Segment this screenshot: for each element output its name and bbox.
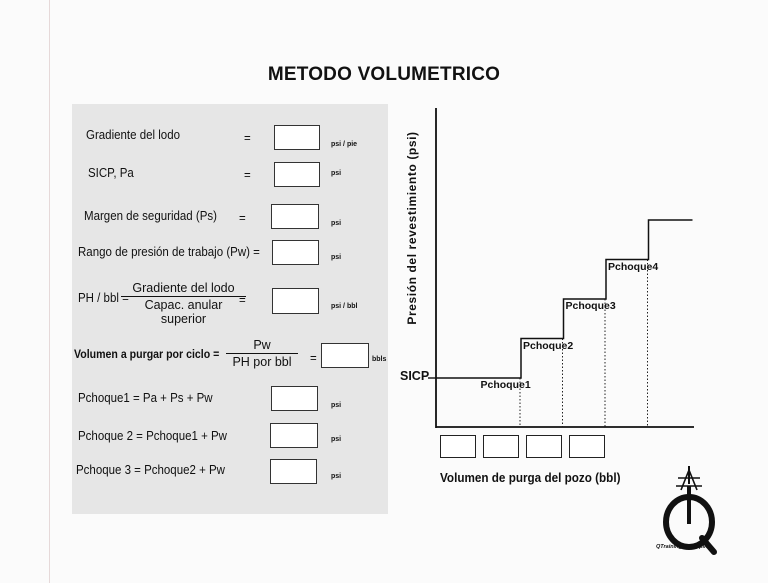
ph-denominator: Capac. anular superior: [144, 298, 223, 326]
volumen-label: Volumen a purgar por ciclo =: [74, 349, 220, 361]
volume-input-4[interactable]: [569, 435, 605, 458]
gradiente-equals: =: [244, 131, 251, 145]
pchoque1-label: Pchoque1 = Pa + Ps + Pw: [78, 391, 213, 405]
step-label: Pchoque2: [523, 339, 574, 352]
gradiente-unit: psi / pie: [331, 141, 358, 148]
pchoque2-unit: psi: [331, 436, 342, 443]
volumen-denominator: PH por bbl: [232, 355, 292, 369]
margen-equals: =: [239, 211, 246, 225]
company-logo: [654, 462, 734, 558]
sicp-pa-unit: psi: [331, 170, 342, 177]
pchoque1-unit: psi: [331, 402, 342, 409]
pchoque3-label: Pchoque 3 = Pchoque2 + Pw: [76, 463, 225, 477]
sicp-pa-equals: =: [244, 168, 251, 182]
sicp-axis-label: SICP: [400, 369, 430, 383]
volumen-equals: =: [310, 351, 317, 365]
rango-label: Rango de presión de trabajo (Pw) =: [78, 245, 260, 259]
y-axis-label: Presión del revestimiento (psi): [405, 131, 419, 325]
ph-numerator: Gradiente del lodo: [121, 281, 246, 297]
volume-input-3[interactable]: [526, 435, 562, 458]
step-label: Pchoque3: [565, 300, 616, 312]
step-label: Pchoque4: [608, 260, 659, 273]
sicp-pa-label: SICP, Pa: [88, 166, 134, 180]
ph-label: PH / bbl =: [78, 291, 129, 305]
gradiente-label: Gradiente del lodo: [86, 128, 180, 142]
pchoque3-unit: psi: [331, 473, 342, 480]
page-title: METODO VOLUMETRICO: [267, 64, 501, 85]
volume-input-1[interactable]: [440, 435, 476, 458]
margen-unit: psi: [331, 220, 342, 227]
logo-text: QTraining & Supplies: [656, 544, 712, 550]
volumen-numerator: Pw: [226, 338, 298, 354]
x-axis-label: Volumen de purga del pozo (bbl): [440, 470, 621, 485]
pchoque2-label: Pchoque 2 = Pchoque1 + Pw: [78, 429, 227, 443]
volumen-unit: bbls: [372, 356, 387, 363]
ph-unit: psi / bbl: [331, 303, 358, 310]
step-label: Pchoque1: [480, 379, 531, 391]
step-series-line: [436, 220, 693, 378]
volume-input-2[interactable]: [483, 435, 519, 458]
rango-unit: psi: [331, 254, 342, 261]
margen-label: Margen de seguridad (Ps): [84, 209, 217, 223]
ph-equals: =: [239, 293, 246, 307]
